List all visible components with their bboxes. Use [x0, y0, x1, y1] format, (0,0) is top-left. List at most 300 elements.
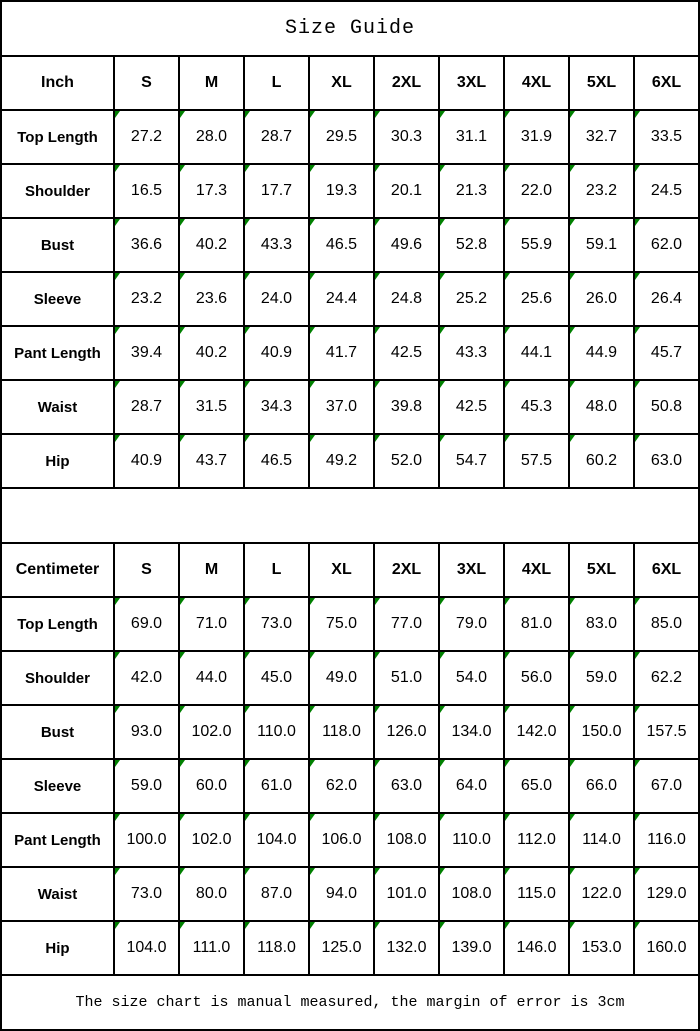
size-value: 54.7 [455, 452, 488, 469]
measurement-label: Sleeve [1, 759, 114, 813]
size-column-header: 6XL [634, 543, 699, 597]
size-value: 45.7 [650, 344, 683, 361]
size-value: 23.2 [130, 290, 163, 307]
size-value-cell [439, 380, 504, 434]
corner-flag-icon [440, 760, 445, 767]
corner-flag-icon [245, 327, 250, 334]
size-column-header: 4XL [504, 543, 569, 597]
size-value: 77.0 [390, 615, 423, 632]
size-value-cell [244, 705, 309, 759]
size-value: 110.0 [452, 831, 491, 848]
corner-flag-icon [570, 652, 575, 659]
size-value-cell [114, 651, 179, 705]
size-value-cell [634, 434, 699, 488]
size-value-cell [634, 759, 699, 813]
measurement-label: Hip [1, 921, 114, 975]
size-value: 102.0 [191, 723, 232, 740]
size-value: 42.0 [130, 669, 163, 686]
corner-flag-icon [115, 598, 120, 605]
size-value-cell [634, 921, 699, 975]
table-row [1, 164, 699, 218]
size-value: 65.0 [520, 777, 553, 794]
size-value: 115.0 [517, 885, 556, 902]
corner-flag-icon [180, 706, 185, 713]
size-value-cell [244, 110, 309, 164]
corner-flag-icon [375, 273, 380, 280]
size-value-cell [244, 326, 309, 380]
size-value-cell [244, 218, 309, 272]
size-value: 23.6 [195, 290, 228, 307]
corner-flag-icon [440, 706, 445, 713]
size-value-cell [504, 813, 569, 867]
corner-flag-icon [115, 111, 120, 118]
size-value-cell [244, 867, 309, 921]
size-value: 153.0 [581, 939, 622, 956]
corner-flag-icon [505, 652, 510, 659]
size-value: 24.8 [390, 290, 423, 307]
corner-flag-icon [310, 922, 315, 929]
size-value-cell [504, 110, 569, 164]
corner-flag-icon [245, 652, 250, 659]
size-value-cell [309, 164, 374, 218]
size-value-cell [114, 813, 179, 867]
size-value: 49.0 [325, 669, 358, 686]
size-value-cell [439, 921, 504, 975]
corner-flag-icon [570, 219, 575, 226]
corner-flag-icon [115, 922, 120, 929]
corner-flag-icon [310, 868, 315, 875]
corner-flag-icon [440, 814, 445, 821]
size-value: 22.0 [520, 182, 553, 199]
size-value-cell [439, 434, 504, 488]
size-value: 160.0 [646, 939, 687, 956]
size-value-cell [179, 326, 244, 380]
size-value: 101.0 [386, 885, 427, 902]
size-value-cell [569, 651, 634, 705]
corner-flag-icon [310, 598, 315, 605]
corner-flag-icon [180, 868, 185, 875]
corner-flag-icon [180, 111, 185, 118]
measurement-label: Pant Length [1, 813, 114, 867]
size-value-cell [374, 326, 439, 380]
size-value-cell [244, 759, 309, 813]
measurement-label: Shoulder [1, 651, 114, 705]
size-value: 43.7 [195, 452, 228, 469]
corner-flag-icon [245, 598, 250, 605]
corner-flag-icon [375, 165, 380, 172]
corner-flag-icon [115, 381, 120, 388]
corner-flag-icon [505, 706, 510, 713]
size-value: 111.0 [192, 939, 231, 956]
corner-flag-icon [505, 165, 510, 172]
size-value-cell [374, 651, 439, 705]
table-row [1, 759, 699, 813]
size-value-cell [309, 759, 374, 813]
size-value: 46.5 [325, 236, 358, 253]
size-column-header: M [179, 56, 244, 110]
corner-flag-icon [310, 706, 315, 713]
size-value: 40.2 [195, 236, 228, 253]
size-value: 52.0 [390, 452, 423, 469]
size-value-cell [309, 110, 374, 164]
size-value-cell [114, 218, 179, 272]
corner-flag-icon [635, 868, 640, 875]
size-value-cell [114, 759, 179, 813]
size-value: 40.9 [260, 344, 293, 361]
size-value: 118.0 [257, 939, 296, 956]
size-value-cell [374, 110, 439, 164]
size-value-cell [634, 651, 699, 705]
size-value: 129.0 [646, 885, 687, 902]
corner-flag-icon [635, 165, 640, 172]
size-value: 114.0 [582, 831, 621, 848]
size-value-cell [439, 759, 504, 813]
size-value: 34.3 [260, 398, 293, 415]
size-value-cell [179, 705, 244, 759]
size-value: 27.2 [130, 128, 163, 145]
corner-flag-icon [180, 760, 185, 767]
size-value: 45.0 [260, 669, 293, 686]
size-value-cell [179, 759, 244, 813]
corner-flag-icon [310, 652, 315, 659]
size-value-cell [439, 597, 504, 651]
size-value: 26.4 [650, 290, 683, 307]
corner-flag-icon [635, 814, 640, 821]
size-value: 25.2 [455, 290, 488, 307]
size-value: 104.0 [256, 831, 297, 848]
size-value-cell [504, 164, 569, 218]
size-value: 79.0 [455, 615, 488, 632]
size-value: 16.5 [130, 182, 163, 199]
size-value: 36.6 [130, 236, 163, 253]
size-value: 60.0 [195, 777, 228, 794]
size-value-cell [439, 651, 504, 705]
size-value-cell [374, 218, 439, 272]
corner-flag-icon [115, 814, 120, 821]
measurement-label: Sleeve [1, 272, 114, 326]
size-value-cell [569, 759, 634, 813]
size-value: 43.3 [455, 344, 488, 361]
size-value-cell [309, 272, 374, 326]
size-value: 40.9 [130, 452, 163, 469]
size-value: 116.0 [647, 831, 686, 848]
corner-flag-icon [570, 165, 575, 172]
size-value-cell [374, 597, 439, 651]
size-value-cell [504, 218, 569, 272]
size-value-cell [439, 326, 504, 380]
size-value-cell [179, 164, 244, 218]
size-value-cell [504, 380, 569, 434]
size-value: 62.2 [650, 669, 683, 686]
size-value-cell [114, 921, 179, 975]
size-value-cell [569, 218, 634, 272]
corner-flag-icon [440, 165, 445, 172]
corner-flag-icon [635, 381, 640, 388]
size-value: 81.0 [520, 615, 553, 632]
corner-flag-icon [635, 706, 640, 713]
size-value-cell [634, 597, 699, 651]
measurement-label: Hip [1, 434, 114, 488]
size-value-cell [569, 705, 634, 759]
size-value-cell [504, 759, 569, 813]
spacer-cell [1, 488, 699, 543]
table-row [1, 218, 699, 272]
corner-flag-icon [505, 327, 510, 334]
footer-row [1, 975, 699, 1030]
corner-flag-icon [570, 868, 575, 875]
size-column-header: 2XL [374, 56, 439, 110]
size-value: 56.0 [520, 669, 553, 686]
corner-flag-icon [375, 814, 380, 821]
corner-flag-icon [440, 327, 445, 334]
corner-flag-icon [505, 111, 510, 118]
corner-flag-icon [570, 760, 575, 767]
corner-flag-icon [570, 327, 575, 334]
size-value-cell [244, 921, 309, 975]
size-value: 122.0 [581, 885, 622, 902]
corner-flag-icon [115, 273, 120, 280]
size-value: 28.7 [260, 128, 293, 145]
size-value: 24.4 [325, 290, 358, 307]
size-value: 43.3 [260, 236, 293, 253]
size-value: 28.0 [195, 128, 228, 145]
corner-flag-icon [375, 435, 380, 442]
corner-flag-icon [505, 868, 510, 875]
size-value-cell [374, 164, 439, 218]
size-value: 69.0 [130, 615, 163, 632]
corner-flag-icon [635, 111, 640, 118]
corner-flag-icon [375, 598, 380, 605]
size-header-row [1, 56, 699, 110]
corner-flag-icon [505, 760, 510, 767]
corner-flag-icon [635, 273, 640, 280]
corner-flag-icon [115, 219, 120, 226]
size-value-cell [634, 218, 699, 272]
size-value-cell [374, 272, 439, 326]
size-value-cell [504, 597, 569, 651]
size-value-cell [374, 867, 439, 921]
corner-flag-icon [635, 598, 640, 605]
size-column-header: L [244, 543, 309, 597]
corner-flag-icon [635, 435, 640, 442]
corner-flag-icon [180, 652, 185, 659]
size-value-cell [244, 272, 309, 326]
corner-flag-icon [635, 219, 640, 226]
size-value: 73.0 [260, 615, 293, 632]
size-value: 108.0 [386, 831, 427, 848]
size-column-header: 3XL [439, 543, 504, 597]
corner-flag-icon [310, 273, 315, 280]
corner-flag-icon [440, 381, 445, 388]
unit-label: Inch [1, 56, 114, 110]
size-value: 19.3 [325, 182, 358, 199]
corner-flag-icon [440, 922, 445, 929]
corner-flag-icon [440, 652, 445, 659]
corner-flag-icon [180, 273, 185, 280]
page-title: Size Guide [1, 1, 699, 56]
corner-flag-icon [180, 165, 185, 172]
table-row [1, 272, 699, 326]
size-value-cell [439, 867, 504, 921]
corner-flag-icon [310, 111, 315, 118]
size-value: 85.0 [650, 615, 683, 632]
size-value-cell [244, 813, 309, 867]
size-value: 75.0 [325, 615, 358, 632]
size-value: 108.0 [451, 885, 492, 902]
table-row [1, 813, 699, 867]
size-value: 37.0 [325, 398, 358, 415]
size-value-cell [374, 921, 439, 975]
size-value: 112.0 [517, 831, 556, 848]
corner-flag-icon [440, 273, 445, 280]
corner-flag-icon [115, 435, 120, 442]
size-value-cell [439, 218, 504, 272]
size-value-cell [114, 110, 179, 164]
size-value-cell [309, 705, 374, 759]
corner-flag-icon [570, 814, 575, 821]
size-value-cell [309, 380, 374, 434]
size-value-cell [569, 326, 634, 380]
size-value-cell [504, 651, 569, 705]
corner-flag-icon [440, 219, 445, 226]
size-value: 45.3 [520, 398, 553, 415]
corner-flag-icon [245, 381, 250, 388]
size-value: 50.8 [650, 398, 683, 415]
size-value: 93.0 [130, 723, 163, 740]
size-value: 20.1 [390, 182, 423, 199]
size-value: 31.5 [195, 398, 228, 415]
size-value-cell [504, 921, 569, 975]
corner-flag-icon [570, 111, 575, 118]
size-value-cell [309, 218, 374, 272]
size-header-row [1, 543, 699, 597]
table-row [1, 651, 699, 705]
size-value: 31.1 [455, 128, 488, 145]
size-value: 17.3 [195, 182, 228, 199]
corner-flag-icon [245, 219, 250, 226]
footer-note: The size chart is manual measured, the margin of error is 3cm [1, 975, 699, 1030]
measurement-label: Pant Length [1, 326, 114, 380]
size-value: 62.0 [325, 777, 358, 794]
size-value: 63.0 [650, 452, 683, 469]
size-value: 44.0 [195, 669, 228, 686]
corner-flag-icon [180, 922, 185, 929]
size-value-cell [114, 272, 179, 326]
size-value-cell [634, 867, 699, 921]
size-value-cell [569, 380, 634, 434]
size-value-cell [114, 164, 179, 218]
corner-flag-icon [115, 760, 120, 767]
size-value: 41.7 [325, 344, 358, 361]
size-value: 132.0 [386, 939, 427, 956]
size-value-cell [244, 651, 309, 705]
corner-flag-icon [505, 219, 510, 226]
size-value-cell [374, 434, 439, 488]
size-value: 42.5 [455, 398, 488, 415]
corner-flag-icon [570, 922, 575, 929]
corner-flag-icon [115, 706, 120, 713]
size-value: 59.0 [585, 669, 618, 686]
size-column-header: XL [309, 56, 374, 110]
size-value: 125.0 [321, 939, 362, 956]
measurement-label: Shoulder [1, 164, 114, 218]
measurement-label: Waist [1, 380, 114, 434]
table-row [1, 867, 699, 921]
size-value: 57.5 [520, 452, 553, 469]
size-column-header: 3XL [439, 56, 504, 110]
size-column-header: 5XL [569, 543, 634, 597]
measurement-label: Bust [1, 218, 114, 272]
corner-flag-icon [375, 868, 380, 875]
size-value: 146.0 [516, 939, 557, 956]
corner-flag-icon [440, 598, 445, 605]
corner-flag-icon [375, 381, 380, 388]
size-value: 139.0 [451, 939, 492, 956]
size-value-cell [114, 434, 179, 488]
corner-flag-icon [310, 381, 315, 388]
corner-flag-icon [115, 868, 120, 875]
size-value-cell [114, 867, 179, 921]
size-value-cell [244, 380, 309, 434]
corner-flag-icon [180, 381, 185, 388]
size-value: 42.5 [390, 344, 423, 361]
corner-flag-icon [115, 327, 120, 334]
size-value-cell [179, 272, 244, 326]
corner-flag-icon [505, 273, 510, 280]
size-value: 23.2 [585, 182, 618, 199]
size-column-header: S [114, 543, 179, 597]
size-value: 49.2 [325, 452, 358, 469]
corner-flag-icon [570, 273, 575, 280]
corner-flag-icon [310, 327, 315, 334]
size-value-cell [569, 813, 634, 867]
corner-flag-icon [245, 111, 250, 118]
size-value: 24.5 [650, 182, 683, 199]
size-column-header: 5XL [569, 56, 634, 110]
corner-flag-icon [375, 327, 380, 334]
corner-flag-icon [245, 922, 250, 929]
corner-flag-icon [505, 381, 510, 388]
corner-flag-icon [310, 435, 315, 442]
corner-flag-icon [245, 435, 250, 442]
size-value-cell [309, 867, 374, 921]
table-row [1, 326, 699, 380]
size-value-cell [569, 921, 634, 975]
size-value: 55.9 [520, 236, 553, 253]
size-value-cell [634, 813, 699, 867]
corner-flag-icon [440, 111, 445, 118]
size-value: 21.3 [455, 182, 488, 199]
size-column-header: 2XL [374, 543, 439, 597]
size-value: 100.0 [126, 831, 167, 848]
size-value-cell [374, 705, 439, 759]
size-column-header: S [114, 56, 179, 110]
corner-flag-icon [245, 706, 250, 713]
size-value-cell [439, 272, 504, 326]
size-column-header: 4XL [504, 56, 569, 110]
size-value-cell [309, 326, 374, 380]
size-value-cell [309, 921, 374, 975]
size-value: 64.0 [455, 777, 488, 794]
corner-flag-icon [310, 165, 315, 172]
size-value: 30.3 [390, 128, 423, 145]
size-value-cell [504, 272, 569, 326]
size-value: 26.0 [585, 290, 618, 307]
size-value: 25.6 [520, 290, 553, 307]
size-value: 106.0 [321, 831, 362, 848]
size-value-cell [634, 272, 699, 326]
corner-flag-icon [310, 814, 315, 821]
